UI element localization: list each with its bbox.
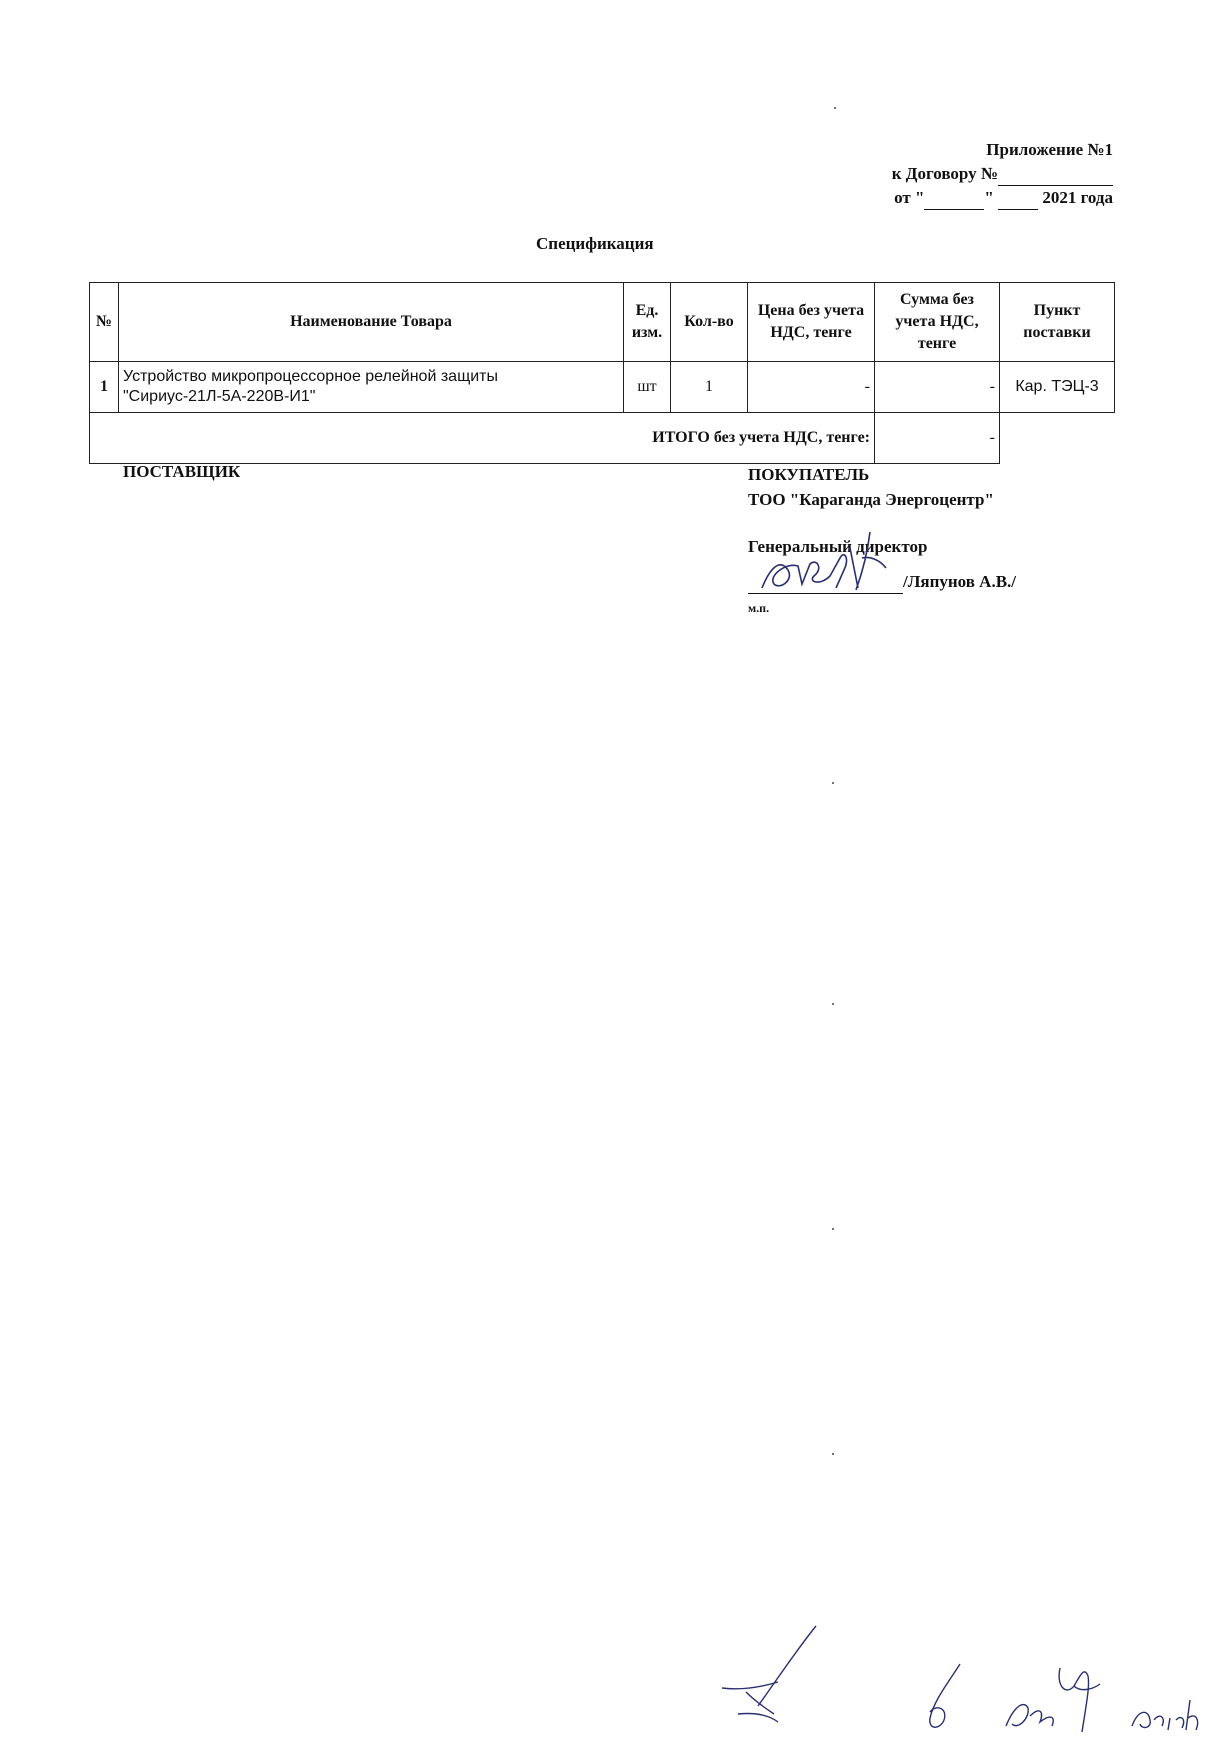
date-month-blank: [998, 191, 1038, 210]
initials-1-icon: [718, 1618, 818, 1728]
buyer-position: Генеральный директор: [748, 537, 928, 556]
row-number: 1: [90, 362, 119, 413]
contract-reference: к Договору №: [892, 162, 1113, 186]
appendix-title: Приложение №1: [986, 140, 1113, 159]
table-row: [90, 362, 1115, 413]
row-unit: шт: [624, 362, 671, 413]
total-row: [90, 413, 1115, 464]
row-delivery-point: Кар. ТЭЦ-3: [1000, 362, 1115, 413]
initials-3-icon: [1000, 1656, 1120, 1738]
col-price: Цена без учета НДС, тенге: [748, 283, 875, 362]
buyer-company: ТОО "Караганда Энергоцентр": [748, 490, 994, 509]
total-label: ИТОГО без учета НДС, тенге:: [90, 413, 875, 464]
date-day-blank: [924, 191, 984, 210]
stamp-label: м.п.: [748, 601, 770, 615]
contract-date: от " " 2021 года: [892, 186, 1113, 210]
appendix-header: [892, 138, 1113, 210]
row-sum: -: [875, 362, 1000, 413]
row-name-line1: Устройство микропроцессорное релейной защиты: [123, 368, 498, 385]
buyer-title: ПОКУПАТЕЛЬ: [748, 465, 870, 484]
col-qty: Кол-во: [671, 283, 748, 362]
row-name-line2: "Сириус-21Л-5А-220В-И1": [123, 388, 316, 405]
col-sum: Сумма без учета НДС, тенге: [875, 283, 1000, 362]
table-header-row: [90, 283, 1115, 362]
row-price: -: [748, 362, 875, 413]
initials-4-icon: [1128, 1690, 1222, 1734]
director-signature-icon: [740, 528, 900, 608]
specification-table: [89, 282, 1115, 464]
col-unit: Ед. изм.: [624, 283, 671, 362]
total-value: -: [875, 413, 1000, 464]
document-title: Спецификация: [536, 234, 654, 253]
signatory-name: /Ляпунов А.В./: [903, 572, 1017, 591]
row-qty: 1: [671, 362, 748, 413]
col-number: №: [90, 283, 119, 362]
contract-number-blank: [998, 167, 1113, 186]
initials-2-icon: [920, 1660, 980, 1738]
row-name: [119, 362, 624, 413]
col-delivery-point: Пункт поставки: [1000, 283, 1115, 362]
col-name: Наименование Товара: [119, 283, 624, 362]
supplier-title: ПОСТАВЩИК: [123, 462, 241, 481]
